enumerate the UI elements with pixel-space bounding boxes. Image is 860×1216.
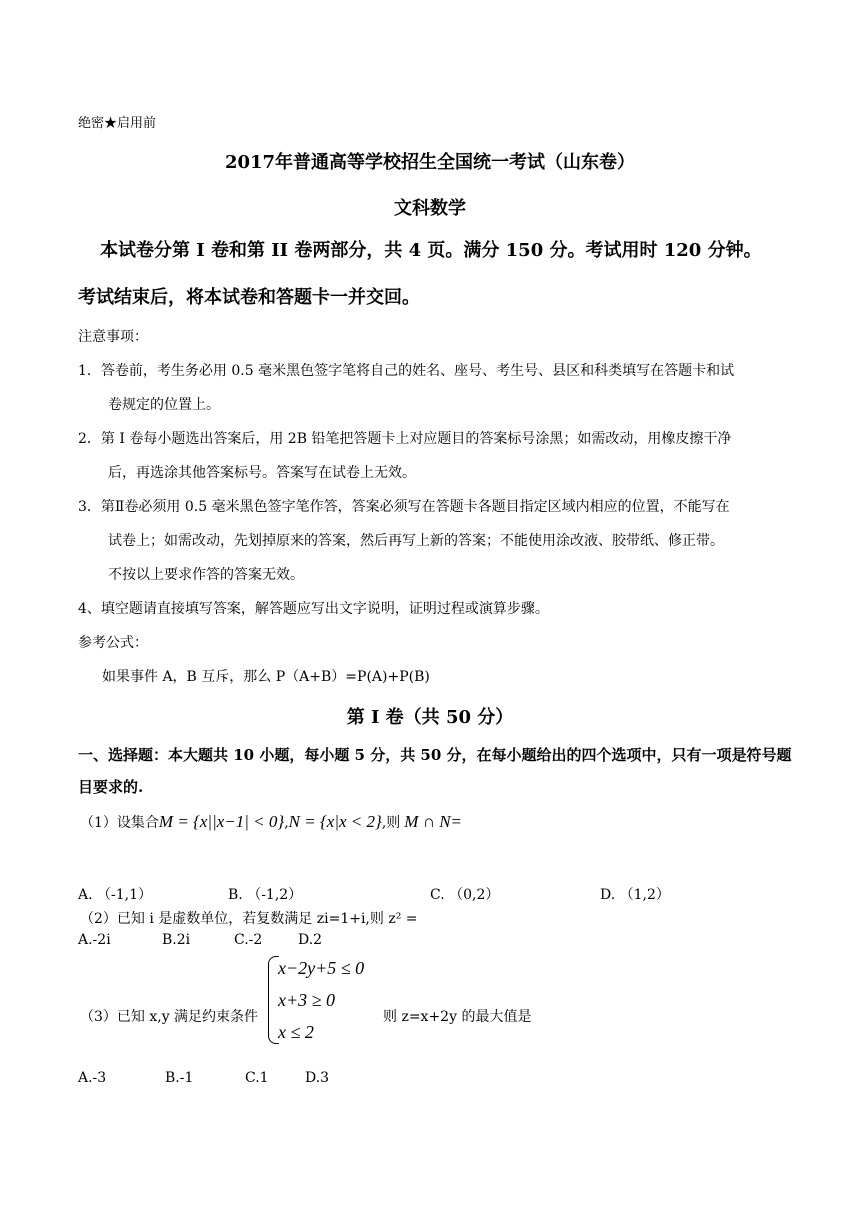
secret-label: 绝密★启用前 [78,116,157,131]
formula-text: 如果事件 A，B 互斥，那么 P（A+B）=P(A)+P(B) [102,669,430,685]
q2-option-b: B.2i [162,932,191,948]
formula-heading: 参考公式： [78,635,148,651]
q1-option-b: B. （-1,2） [228,887,303,903]
q3-constraint-3: x ≤ 2 [278,1022,314,1042]
q1-intersection: M ∩ N= [404,812,463,831]
q1-prefix: （1）设集合 [80,815,159,831]
q3-option-d: D.3 [305,1070,330,1086]
note-2-line-2: 后，再选涂其他答案标号。答案写在试卷上无效。 [108,465,416,481]
note-3-line-3: 不按以上要求作答的答案无效。 [108,567,304,583]
q3-prefix: （3）已知 x,y 满足约束条件 [80,1009,259,1025]
q3-constraint-1: x−2y+5 ≤ 0 [278,958,365,978]
notes-heading: 注意事项： [78,329,148,345]
q1-suffix: ,则 [381,815,401,831]
section-instruction-line-1: 一、选择题：本大题共 10 小题，每小题 5 分，共 50 分，在每小题给出的四个选项中，只有一项是符号题 [78,746,792,764]
q3-constraint-2: x+3 ≥ 0 [278,990,336,1010]
question-1 [80,812,462,832]
q1-comma: , [284,815,289,831]
q3-suffix: 则 z=x+2y 的最大值是 [383,1009,532,1025]
q3-option-c: C.1 [245,1070,269,1086]
intro-line-2: 考试结束后，将本试卷和答题卡一并交回。 [78,287,420,308]
note-1-line-2: 卷规定的位置上。 [108,397,220,413]
note-3-line-1: 3．第Ⅱ卷必须用 0.5 毫米黑色签字笔作答，答案必须写在答题卡各题目指定区域内相应的位置，不能写在 [78,499,730,515]
section-instruction-line-2: 目要求的. [78,778,144,796]
note-1-line-1: 1．答卷前，考生务必用 0.5 毫米黑色签字笔将自己的姓名、座号、考生号、县区和科类填写在答题卡和试 [78,363,735,379]
note-2-line-1: 2．第 I 卷每小题选出答案后，用 2B 铅笔把答题卡上对应题目的答案标号涂黑；如需改动，用橡皮擦干净 [78,431,732,447]
q2-option-c: C.-2 [234,932,263,948]
q3-option-a: A.-3 [78,1070,107,1086]
q2-option-d: D.2 [298,932,323,948]
q3-option-b: B.-1 [165,1070,194,1086]
note-3-line-2: 试卷上；如需改动，先划掉原来的答案，然后再写上新的答案；不能使用涂改液、胶带纸、修正带。 [108,533,724,549]
note-4-line-1: 4、填空题请直接填写答案，解答题应写出文字说明，证明过程或演算步骤。 [78,601,549,617]
q1-option-d: D. （1,2） [600,887,670,903]
question-2: （2）已知 i 是虚数单位，若复数满足 zi=1+i,则 z² = [80,911,418,927]
q1-set-n: N = {x|x < 2} [288,812,382,831]
subject-title: 文科数学 [394,198,466,219]
q3-constraint-system [268,952,388,1047]
q2-option-a: A.-2i [78,932,111,948]
q1-option-a: A. （-1,1） [78,887,153,903]
intro-line-1: 本试卷分第 I 卷和第 II 卷两部分，共 4 页。满分 150 分。考试用时 120 分钟。 [100,240,762,261]
q1-set-m: M = {x||x−1| < 0} [158,812,285,831]
exam-title: 2017年普通高等学校招生全国统一考试（山东卷） [224,152,636,173]
section-title: 第 I 卷（共 50 分） [346,707,514,728]
q1-option-c: C. （0,2） [430,887,500,903]
